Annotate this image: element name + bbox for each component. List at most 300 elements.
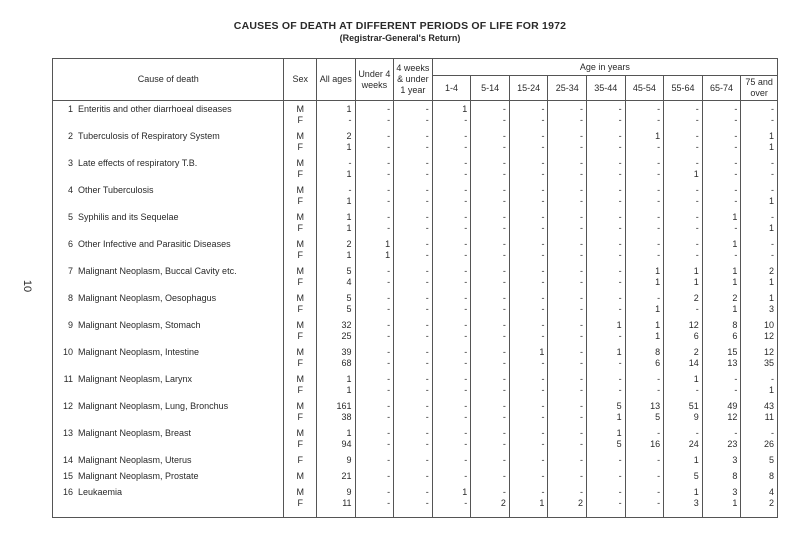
- cause-number: 13: [62, 428, 73, 438]
- count-cell: [625, 398, 664, 425]
- count-cell: [355, 128, 394, 155]
- count-cell: [587, 155, 626, 182]
- table-subtitle: (Registrar-General's Return): [339, 33, 461, 43]
- count-value: -: [502, 196, 506, 206]
- count-value: 1: [539, 498, 545, 508]
- cause-cell: [53, 209, 284, 236]
- count-value: -: [695, 115, 699, 125]
- count-value: -: [502, 401, 506, 411]
- count-value: -: [580, 266, 584, 276]
- count-value: -: [541, 293, 545, 303]
- count-value: -: [502, 487, 506, 497]
- count-value: -: [464, 142, 468, 152]
- count-cell: [355, 155, 394, 182]
- count-value: 32: [341, 320, 352, 330]
- count-value: -: [580, 277, 584, 287]
- count-value: -: [541, 104, 545, 114]
- cause-label: Malignant Neoplasm, Larynx: [78, 374, 193, 384]
- count-value: 1: [693, 455, 699, 465]
- count-value: -: [618, 471, 622, 481]
- count-value: -: [425, 428, 429, 438]
- count-value: -: [695, 223, 699, 233]
- count-value: -: [541, 169, 545, 179]
- count-value: 1: [616, 347, 622, 357]
- count-value: -: [464, 385, 468, 395]
- count-cell: [355, 236, 394, 263]
- count-value: 1: [768, 277, 774, 287]
- count-cell: [394, 236, 433, 263]
- cause-cell: [53, 371, 284, 398]
- count-value: -: [425, 385, 429, 395]
- count-cell: [509, 263, 548, 290]
- count-cell: [587, 182, 626, 209]
- count-value: -: [541, 239, 545, 249]
- count-value: -: [387, 320, 391, 330]
- count-value: -: [464, 347, 468, 357]
- count-value: 12: [727, 412, 738, 422]
- count-value: -: [618, 104, 622, 114]
- count-value: -: [580, 196, 584, 206]
- count-cell: [587, 371, 626, 398]
- cause-cell: [53, 182, 284, 209]
- count-cell: [548, 344, 587, 371]
- count-cell: [355, 425, 394, 452]
- count-cell: [355, 182, 394, 209]
- count-value: -: [580, 331, 584, 341]
- count-cell: [432, 263, 471, 290]
- count-value: 1: [655, 131, 661, 141]
- count-value: 1: [655, 277, 661, 287]
- count-value: -: [502, 115, 506, 125]
- count-cell: [394, 263, 433, 290]
- sex-value: M: [296, 293, 304, 303]
- count-value: -: [502, 104, 506, 114]
- count-value: 8: [768, 471, 774, 481]
- count-value: -: [425, 412, 429, 422]
- count-value: 1: [768, 131, 774, 141]
- table-row: [53, 128, 778, 155]
- count-value: -: [734, 196, 738, 206]
- count-value: -: [387, 196, 391, 206]
- count-value: -: [387, 223, 391, 233]
- count-value: -: [387, 374, 391, 384]
- count-value: -: [734, 250, 738, 260]
- count-value: -: [502, 412, 506, 422]
- count-value: -: [502, 250, 506, 260]
- sex-cell: [284, 398, 316, 425]
- count-cell: [664, 128, 703, 155]
- count-value: -: [464, 428, 468, 438]
- count-value: 15: [727, 347, 738, 357]
- cause-cell: [53, 155, 284, 182]
- count-value: 38: [341, 412, 352, 422]
- count-value: -: [425, 358, 429, 368]
- count-value: -: [464, 498, 468, 508]
- count-value: -: [695, 131, 699, 141]
- count-value: -: [657, 498, 661, 508]
- count-value: 1: [768, 385, 774, 395]
- table-row: [53, 344, 778, 371]
- count-value: -: [541, 455, 545, 465]
- table-row: [53, 484, 778, 518]
- count-cell: [548, 236, 587, 263]
- count-value: 8: [732, 320, 738, 330]
- count-cell: [471, 209, 510, 236]
- count-cell: [702, 452, 741, 468]
- count-value: -: [425, 185, 429, 195]
- count-cell: [432, 290, 471, 317]
- count-value: -: [541, 385, 545, 395]
- count-value: -: [580, 185, 584, 195]
- count-cell: [587, 236, 626, 263]
- count-value: -: [657, 385, 661, 395]
- sex-value: M: [296, 185, 304, 195]
- count-value: 3: [732, 487, 738, 497]
- count-cell: [625, 101, 664, 129]
- count-cell: [625, 263, 664, 290]
- count-value: -: [425, 347, 429, 357]
- count-value: -: [541, 412, 545, 422]
- causes-of-death-table: [52, 58, 778, 518]
- count-value: 1: [385, 250, 391, 260]
- count-value: -: [387, 385, 391, 395]
- count-cell: [741, 317, 778, 344]
- count-value: 1: [732, 212, 738, 222]
- count-cell: [702, 128, 741, 155]
- count-value: -: [657, 239, 661, 249]
- count-cell: [664, 452, 703, 468]
- count-value: -: [502, 293, 506, 303]
- count-value: 25: [341, 331, 352, 341]
- count-cell: [316, 452, 355, 468]
- count-value: -: [695, 158, 699, 168]
- count-cell: [625, 468, 664, 484]
- count-value: -: [657, 374, 661, 384]
- count-value: -: [695, 428, 699, 438]
- count-value: -: [502, 358, 506, 368]
- header-age-group: 25-34: [548, 76, 587, 101]
- count-cell: [316, 371, 355, 398]
- count-value: 14: [688, 358, 699, 368]
- count-cell: [432, 344, 471, 371]
- count-cell: [548, 371, 587, 398]
- count-value: -: [464, 320, 468, 330]
- cause-number: 5: [67, 212, 73, 222]
- count-value: -: [387, 455, 391, 465]
- count-value: -: [771, 169, 774, 179]
- count-cell: [509, 317, 548, 344]
- count-cell: [664, 236, 703, 263]
- count-value: -: [502, 471, 506, 481]
- count-cell: [625, 209, 664, 236]
- count-value: -: [771, 374, 774, 384]
- header-4-weeks-under-1-year: 4 weeks & under 1 year: [394, 59, 433, 101]
- count-value: -: [425, 374, 429, 384]
- count-value: -: [464, 239, 468, 249]
- count-cell: [316, 263, 355, 290]
- count-cell: [702, 182, 741, 209]
- count-value: -: [425, 196, 429, 206]
- cause-number: 14: [62, 455, 73, 465]
- count-cell: [316, 484, 355, 518]
- count-value: -: [734, 142, 738, 152]
- count-value: -: [618, 498, 622, 508]
- count-cell: [432, 101, 471, 129]
- count-cell: [587, 398, 626, 425]
- cause-cell: [53, 101, 284, 129]
- count-cell: [316, 398, 355, 425]
- count-value: -: [464, 412, 468, 422]
- count-value: -: [580, 304, 584, 314]
- cause-label: Malignant Neoplasm, Breast: [78, 428, 192, 438]
- cause-number: 2: [67, 131, 73, 141]
- sex-value: F: [297, 142, 303, 152]
- count-cell: [432, 398, 471, 425]
- count-cell: [702, 371, 741, 398]
- count-value: 4: [346, 277, 352, 287]
- count-value: -: [618, 212, 622, 222]
- count-value: 35: [763, 358, 774, 368]
- count-cell: [471, 155, 510, 182]
- count-value: -: [502, 347, 506, 357]
- count-value: 24: [688, 439, 699, 449]
- count-cell: [548, 290, 587, 317]
- count-value: -: [771, 428, 774, 438]
- count-value: -: [618, 223, 622, 233]
- count-value: -: [464, 196, 468, 206]
- count-cell: [625, 425, 664, 452]
- count-cell: [587, 317, 626, 344]
- count-cell: [625, 371, 664, 398]
- cause-number: 15: [62, 471, 73, 481]
- count-cell: [316, 101, 355, 129]
- count-cell: [432, 484, 471, 518]
- count-value: 11: [764, 412, 774, 422]
- count-cell: [664, 425, 703, 452]
- count-cell: [587, 468, 626, 484]
- count-value: -: [387, 304, 391, 314]
- count-cell: [702, 468, 741, 484]
- count-value: 51: [688, 401, 699, 411]
- count-cell: [316, 425, 355, 452]
- cause-cell: [53, 263, 284, 290]
- count-value: -: [618, 277, 622, 287]
- count-value: -: [425, 142, 429, 152]
- sex-cell: [284, 371, 316, 398]
- count-cell: [394, 209, 433, 236]
- count-value: -: [580, 131, 584, 141]
- count-value: -: [618, 358, 622, 368]
- count-cell: [664, 344, 703, 371]
- count-cell: [587, 263, 626, 290]
- table-row: [53, 209, 778, 236]
- count-value: 6: [655, 358, 661, 368]
- count-value: -: [425, 250, 429, 260]
- count-cell: [587, 209, 626, 236]
- count-value: -: [502, 223, 506, 233]
- count-value: -: [387, 412, 391, 422]
- count-cell: [394, 484, 433, 518]
- count-value: -: [657, 196, 661, 206]
- count-value: -: [502, 428, 506, 438]
- count-cell: [394, 425, 433, 452]
- count-value: -: [502, 439, 506, 449]
- count-value: 2: [693, 347, 699, 357]
- count-value: -: [425, 169, 429, 179]
- sex-cell: [284, 317, 316, 344]
- count-value: -: [541, 374, 545, 384]
- count-value: -: [387, 277, 391, 287]
- count-cell: [471, 101, 510, 129]
- count-value: -: [541, 185, 545, 195]
- count-value: -: [541, 142, 545, 152]
- count-value: -: [425, 223, 429, 233]
- sex-value: M: [296, 320, 304, 330]
- count-cell: [394, 317, 433, 344]
- count-value: -: [464, 439, 468, 449]
- count-cell: [625, 484, 664, 518]
- cause-label: Other Infective and Parasitic Diseases: [78, 239, 231, 249]
- cause-label: Malignant Neoplasm, Oesophagus: [78, 293, 217, 303]
- header-age-group: 5-14: [471, 76, 510, 101]
- count-value: -: [425, 320, 429, 330]
- count-value: -: [695, 104, 699, 114]
- count-cell: [471, 468, 510, 484]
- count-cell: [587, 290, 626, 317]
- count-value: -: [541, 401, 545, 411]
- count-value: 2: [346, 131, 352, 141]
- count-cell: [741, 182, 778, 209]
- count-value: -: [464, 250, 468, 260]
- count-cell: [471, 371, 510, 398]
- count-value: -: [695, 250, 699, 260]
- count-cell: [394, 182, 433, 209]
- count-value: 12: [763, 331, 774, 341]
- count-value: 1: [655, 304, 661, 314]
- sex-value: M: [296, 487, 304, 497]
- count-cell: [355, 398, 394, 425]
- sex-value: F: [297, 412, 303, 422]
- count-cell: [316, 155, 355, 182]
- count-value: -: [580, 142, 584, 152]
- count-cell: [355, 209, 394, 236]
- count-value: 1: [346, 223, 352, 233]
- count-value: -: [618, 385, 622, 395]
- cause-number: 8: [67, 293, 73, 303]
- cause-number: 3: [67, 158, 73, 168]
- count-value: -: [348, 115, 352, 125]
- count-value: -: [580, 158, 584, 168]
- count-value: -: [695, 304, 699, 314]
- sex-value: F: [297, 304, 303, 314]
- count-value: 5: [616, 439, 622, 449]
- count-value: 1: [732, 239, 738, 249]
- sex-value: M: [296, 347, 304, 357]
- count-cell: [509, 128, 548, 155]
- count-value: 2: [732, 293, 738, 303]
- count-cell: [625, 452, 664, 468]
- count-cell: [432, 317, 471, 344]
- count-value: -: [618, 293, 622, 303]
- count-value: -: [580, 455, 584, 465]
- count-value: -: [425, 293, 429, 303]
- cause-label: Other Tuberculosis: [78, 185, 154, 195]
- cause-cell: [53, 317, 284, 344]
- sex-cell: [284, 290, 316, 317]
- count-value: 1: [346, 374, 352, 384]
- count-cell: [587, 452, 626, 468]
- count-value: -: [734, 385, 738, 395]
- count-cell: [471, 344, 510, 371]
- count-value: 10: [763, 320, 774, 330]
- count-value: -: [502, 385, 506, 395]
- count-cell: [355, 101, 394, 129]
- count-value: -: [657, 455, 661, 465]
- count-value: -: [771, 115, 774, 125]
- count-cell: [664, 371, 703, 398]
- cause-cell: [53, 398, 284, 425]
- sex-value: M: [296, 428, 304, 438]
- count-cell: [664, 209, 703, 236]
- count-cell: [394, 468, 433, 484]
- sex-value: M: [296, 104, 304, 114]
- count-value: 1: [616, 320, 622, 330]
- count-value: -: [580, 428, 584, 438]
- sex-cell: [284, 128, 316, 155]
- count-value: -: [425, 471, 429, 481]
- cause-label: Malignant Neoplasm, Lung, Bronchus: [78, 401, 229, 411]
- sex-value: M: [296, 374, 304, 384]
- count-cell: [625, 290, 664, 317]
- count-value: 1: [539, 347, 545, 357]
- count-value: -: [580, 104, 584, 114]
- cause-number: 12: [62, 401, 73, 411]
- count-value: -: [618, 487, 622, 497]
- count-cell: [509, 209, 548, 236]
- count-cell: [548, 128, 587, 155]
- count-cell: [509, 182, 548, 209]
- count-value: 1: [346, 169, 352, 179]
- count-value: -: [541, 212, 545, 222]
- count-cell: [664, 398, 703, 425]
- count-value: -: [502, 455, 506, 465]
- count-value: 1: [732, 277, 738, 287]
- count-cell: [471, 425, 510, 452]
- count-cell: [316, 468, 355, 484]
- count-value: -: [541, 196, 545, 206]
- count-value: -: [387, 358, 391, 368]
- count-value: -: [502, 239, 506, 249]
- count-value: -: [657, 158, 661, 168]
- count-cell: [316, 317, 355, 344]
- cause-cell: [53, 344, 284, 371]
- count-cell: [471, 128, 510, 155]
- count-value: -: [657, 487, 661, 497]
- count-value: -: [734, 374, 738, 384]
- count-cell: [394, 290, 433, 317]
- count-value: -: [580, 412, 584, 422]
- count-value: 94: [341, 439, 352, 449]
- count-value: -: [502, 212, 506, 222]
- count-value: -: [657, 169, 661, 179]
- count-cell: [664, 317, 703, 344]
- count-cell: [316, 344, 355, 371]
- count-value: 1: [655, 331, 661, 341]
- count-value: -: [618, 115, 622, 125]
- count-value: -: [657, 428, 661, 438]
- count-value: -: [541, 471, 545, 481]
- cause-label: Malignant Neoplasm, Stomach: [78, 320, 201, 330]
